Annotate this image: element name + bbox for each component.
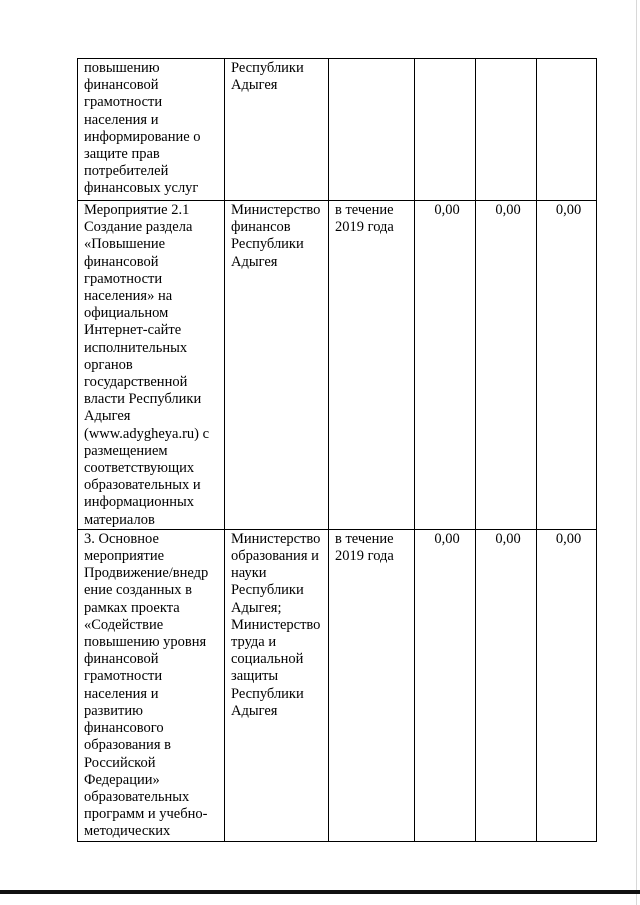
value-cell-1 bbox=[415, 59, 476, 201]
measure-cell bbox=[78, 201, 225, 530]
value-cell-1 bbox=[415, 201, 476, 530]
value-cell-3 bbox=[537, 201, 597, 530]
period-text: в течение 2019 года bbox=[335, 530, 394, 565]
measure-text: Мероприятие 2.1 Создание раздела «Повышение финансовой грамотности населения» на официальном Интернет-сайте исполнительных органов государственной власти Республики Адыгея (www.adygheya.ru) с размещением соответствующих образовательных и информационных материалов bbox=[84, 202, 210, 528]
measure-cell bbox=[78, 59, 225, 201]
executor-cell bbox=[225, 201, 329, 530]
value-text: 0,00 bbox=[434, 530, 460, 547]
value-text: 0,00 bbox=[555, 202, 582, 218]
value-text: 0,00 bbox=[495, 530, 521, 547]
period-text: в течение 2019 года bbox=[335, 202, 394, 236]
program-measures-table bbox=[77, 58, 597, 842]
measure-text: повышению финансовой грамотности населения и информирование о защите прав потребителей финансовых услуг bbox=[84, 60, 201, 197]
executor-text: Министерство финансов Республики Адыгея bbox=[231, 202, 321, 270]
value-text: 0,00 bbox=[434, 202, 460, 218]
scan-edge-line bbox=[636, 0, 637, 905]
page-bottom-rule bbox=[0, 890, 640, 894]
value-cell-2 bbox=[476, 59, 537, 201]
period-cell bbox=[329, 201, 415, 530]
period-cell bbox=[329, 529, 415, 841]
value-cell-3 bbox=[537, 529, 597, 841]
value-cell-3 bbox=[537, 59, 597, 201]
table-row bbox=[78, 59, 597, 201]
executor-cell bbox=[225, 529, 329, 841]
value-text: 0,00 bbox=[495, 202, 521, 218]
table-row bbox=[78, 529, 597, 841]
executor-text: Республики Адыгея bbox=[231, 60, 304, 94]
value-text: 0,00 bbox=[555, 530, 582, 547]
executor-text: Министерство образования и науки Республики Адыгея; Министерство труда и социальной защиты Республики Адыгея bbox=[231, 530, 321, 719]
measure-cell bbox=[78, 529, 225, 841]
executor-cell bbox=[225, 59, 329, 201]
table-row bbox=[78, 201, 597, 530]
value-cell-2 bbox=[476, 201, 537, 530]
value-cell-1 bbox=[415, 529, 476, 841]
measure-text: 3. Основное мероприятие Продвижение/внедр ение созданных в рамках проекта «Содействие повышению уровня финансовой грамотности населения и развитию финансового образования в Российской Федерации» образовательных программ и учебно- методических bbox=[84, 530, 209, 840]
period-cell bbox=[329, 59, 415, 201]
value-cell-2 bbox=[476, 529, 537, 841]
